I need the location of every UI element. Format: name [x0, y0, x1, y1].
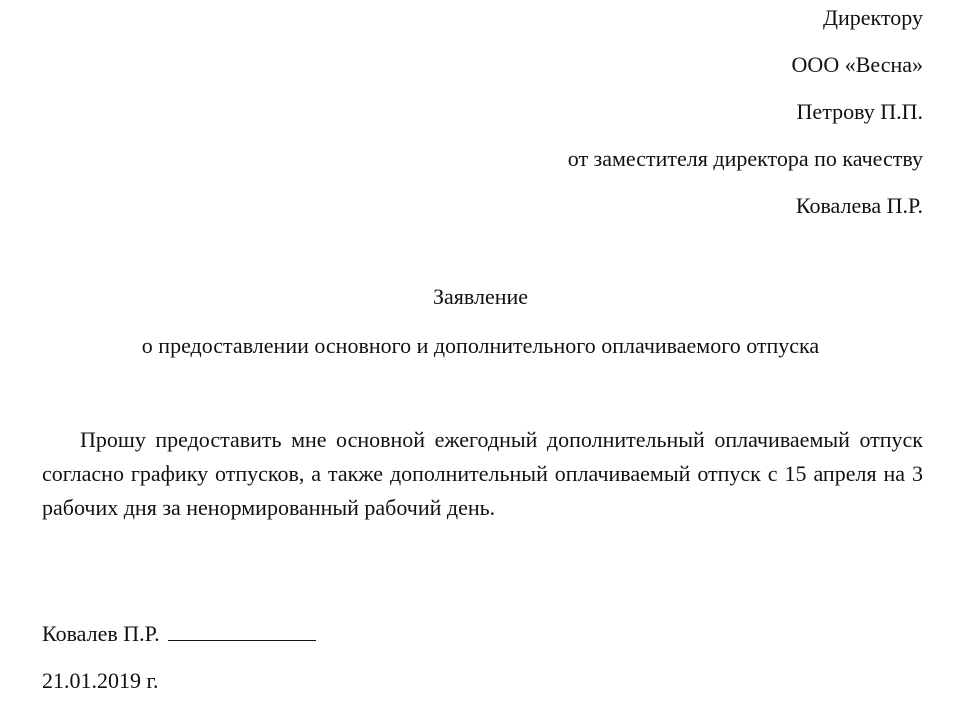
signature-line [168, 620, 316, 641]
addressee-line-company: ООО «Весна» [791, 52, 923, 77]
document-subtitle: о предоставлении основного и дополнительного оплачиваемого отпуска [141, 333, 820, 358]
sender-line-name: Ковалева П.Р. [795, 193, 923, 218]
sender-line-position: от заместителя директора по качеству [567, 146, 923, 171]
document-title: Заявление [432, 284, 529, 309]
signature-name: Ковалев П.Р. [42, 621, 160, 646]
addressee-line-name: Петрову П.П. [796, 99, 923, 124]
signature-block [42, 620, 316, 647]
addressee-line-position: Директору [823, 5, 923, 30]
request-body-text: Прошу предоставить мне основной ежегодный дополнительный оплачиваемый отпуск согласно графику отпусков, а также дополнительный оплачиваемый отпуск с 15 апреля на 3 рабочих дня за ненормированный рабочий день. [42, 427, 923, 520]
addressee-block [568, 0, 923, 229]
document-date: 21.01.2019 г. [42, 668, 159, 693]
